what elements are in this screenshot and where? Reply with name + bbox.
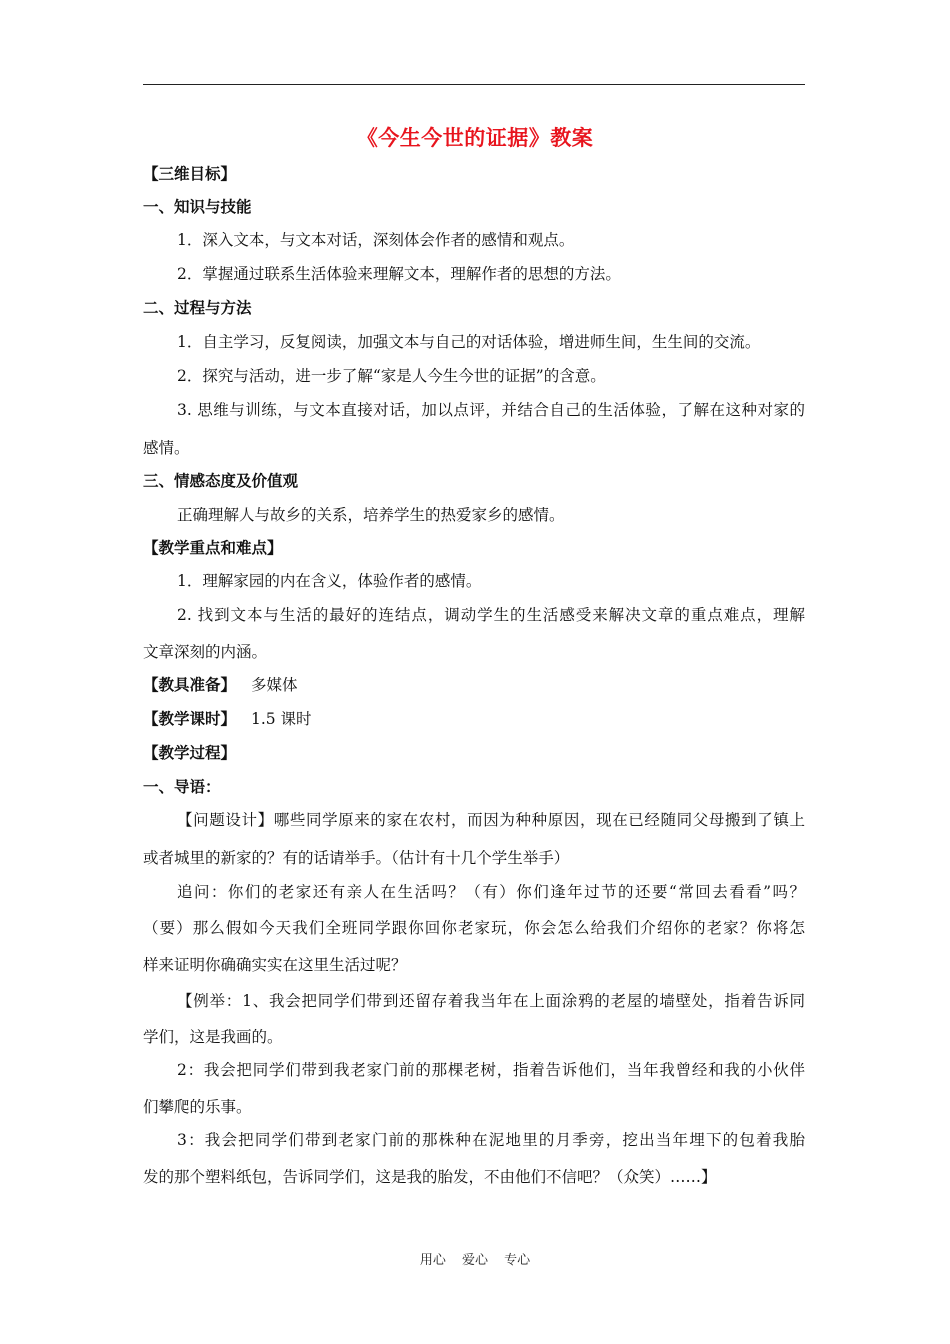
paragraph-continuation: （要）那么假如今天我们全班同学跟你回你老家玩，你会怎么给我们介绍你的老家？你将怎: [143, 919, 805, 937]
class-hours-value: 1.5 课时: [250, 710, 312, 728]
paragraph: 1．自主学习，反复阅读，加强文本与自己的对话体验，增进师生间，生生间的交流。: [177, 333, 761, 351]
teaching-aids-value: 多媒体: [250, 676, 298, 694]
class-hours-row: [143, 709, 805, 729]
section-heading-teaching-aids: 【教具准备】: [143, 675, 237, 694]
paragraph-continuation: 文章深刻的内涵。: [143, 643, 268, 661]
paragraph: 1．深入文本，与文本对话，深刻体会作者的感情和观点。: [177, 231, 575, 249]
paragraph: 【例举：1、我会把同学们带到还留存着我当年在上面涂鸦的老屋的墙壁处，指着告诉同: [177, 992, 805, 1010]
paragraph: 正确理解人与故乡的关系，培养学生的热爱家乡的感情。: [177, 506, 565, 524]
paragraph: 追问：你们的老家还有亲人在生活吗？（有）你们逢年过节的还要“常回去看看”吗？: [177, 883, 805, 901]
section-heading-teaching-process: 【教学过程】: [143, 743, 237, 762]
paragraph: 3. 思维与训练，与文本直接对话，加以点评，并结合自己的生活体验，了解在这种对家的: [177, 401, 805, 419]
section-heading-objectives: 【三维目标】: [143, 164, 237, 183]
paragraph-continuation: 感情。: [143, 439, 190, 457]
heading-process-method: 二、过程与方法: [143, 298, 252, 317]
paragraph: 3：我会把同学们带到老家门前的那株种在泥地里的月季旁，挖出当年埋下的包着我胎: [177, 1131, 805, 1149]
section-heading-class-hours: 【教学课时】: [143, 709, 237, 728]
page-title: 《今生今世的证据》教案: [356, 125, 594, 150]
paragraph: 1．理解家园的内在含义，体验作者的感情。: [177, 572, 482, 590]
paragraph-continuation: 们攀爬的乐事。: [143, 1098, 252, 1116]
heading-introduction: 一、导语：: [143, 777, 221, 796]
teaching-aids-row: [143, 675, 805, 695]
paragraph-continuation: 或者城里的新家的？有的话请举手。（估计有十几个学生举手）: [143, 849, 570, 867]
section-heading-key-points: 【教学重点和难点】: [143, 538, 283, 557]
paragraph: 2．探究与活动，进一步了解“家是人今生今世的证据”的含意。: [177, 367, 606, 385]
paragraph: 2：我会把同学们带到我老家门前的那棵老树，指着告诉他们，当年我曾经和我的小伙伴: [177, 1061, 805, 1079]
heading-emotion-values: 三、情感态度及价值观: [143, 471, 299, 490]
paragraph: 【问题设计】哪些同学原来的家在农村，而因为种种原因，现在已经随同父母搬到了镇上: [177, 811, 805, 829]
paragraph-continuation: 样来证明你确确实实在这里生活过呢？: [143, 956, 407, 974]
page-footer: 用心 爱心 专心: [419, 1253, 531, 1268]
paragraph-continuation: 发的那个塑料纸包，告诉同学们，这是我的胎发，不由他们不信吧？（众笑）……】: [143, 1168, 717, 1186]
header-rule: [143, 84, 805, 85]
heading-knowledge-skills: 一、知识与技能: [143, 197, 252, 216]
paragraph: 2．掌握通过联系生活体验来理解文本，理解作者的思想的方法。: [177, 265, 621, 283]
paragraph-continuation: 学们，这是我画的。: [143, 1028, 283, 1046]
paragraph: 2. 找到文本与生活的最好的连结点，调动学生的生活感受来解决文章的重点难点，理解: [177, 606, 805, 624]
